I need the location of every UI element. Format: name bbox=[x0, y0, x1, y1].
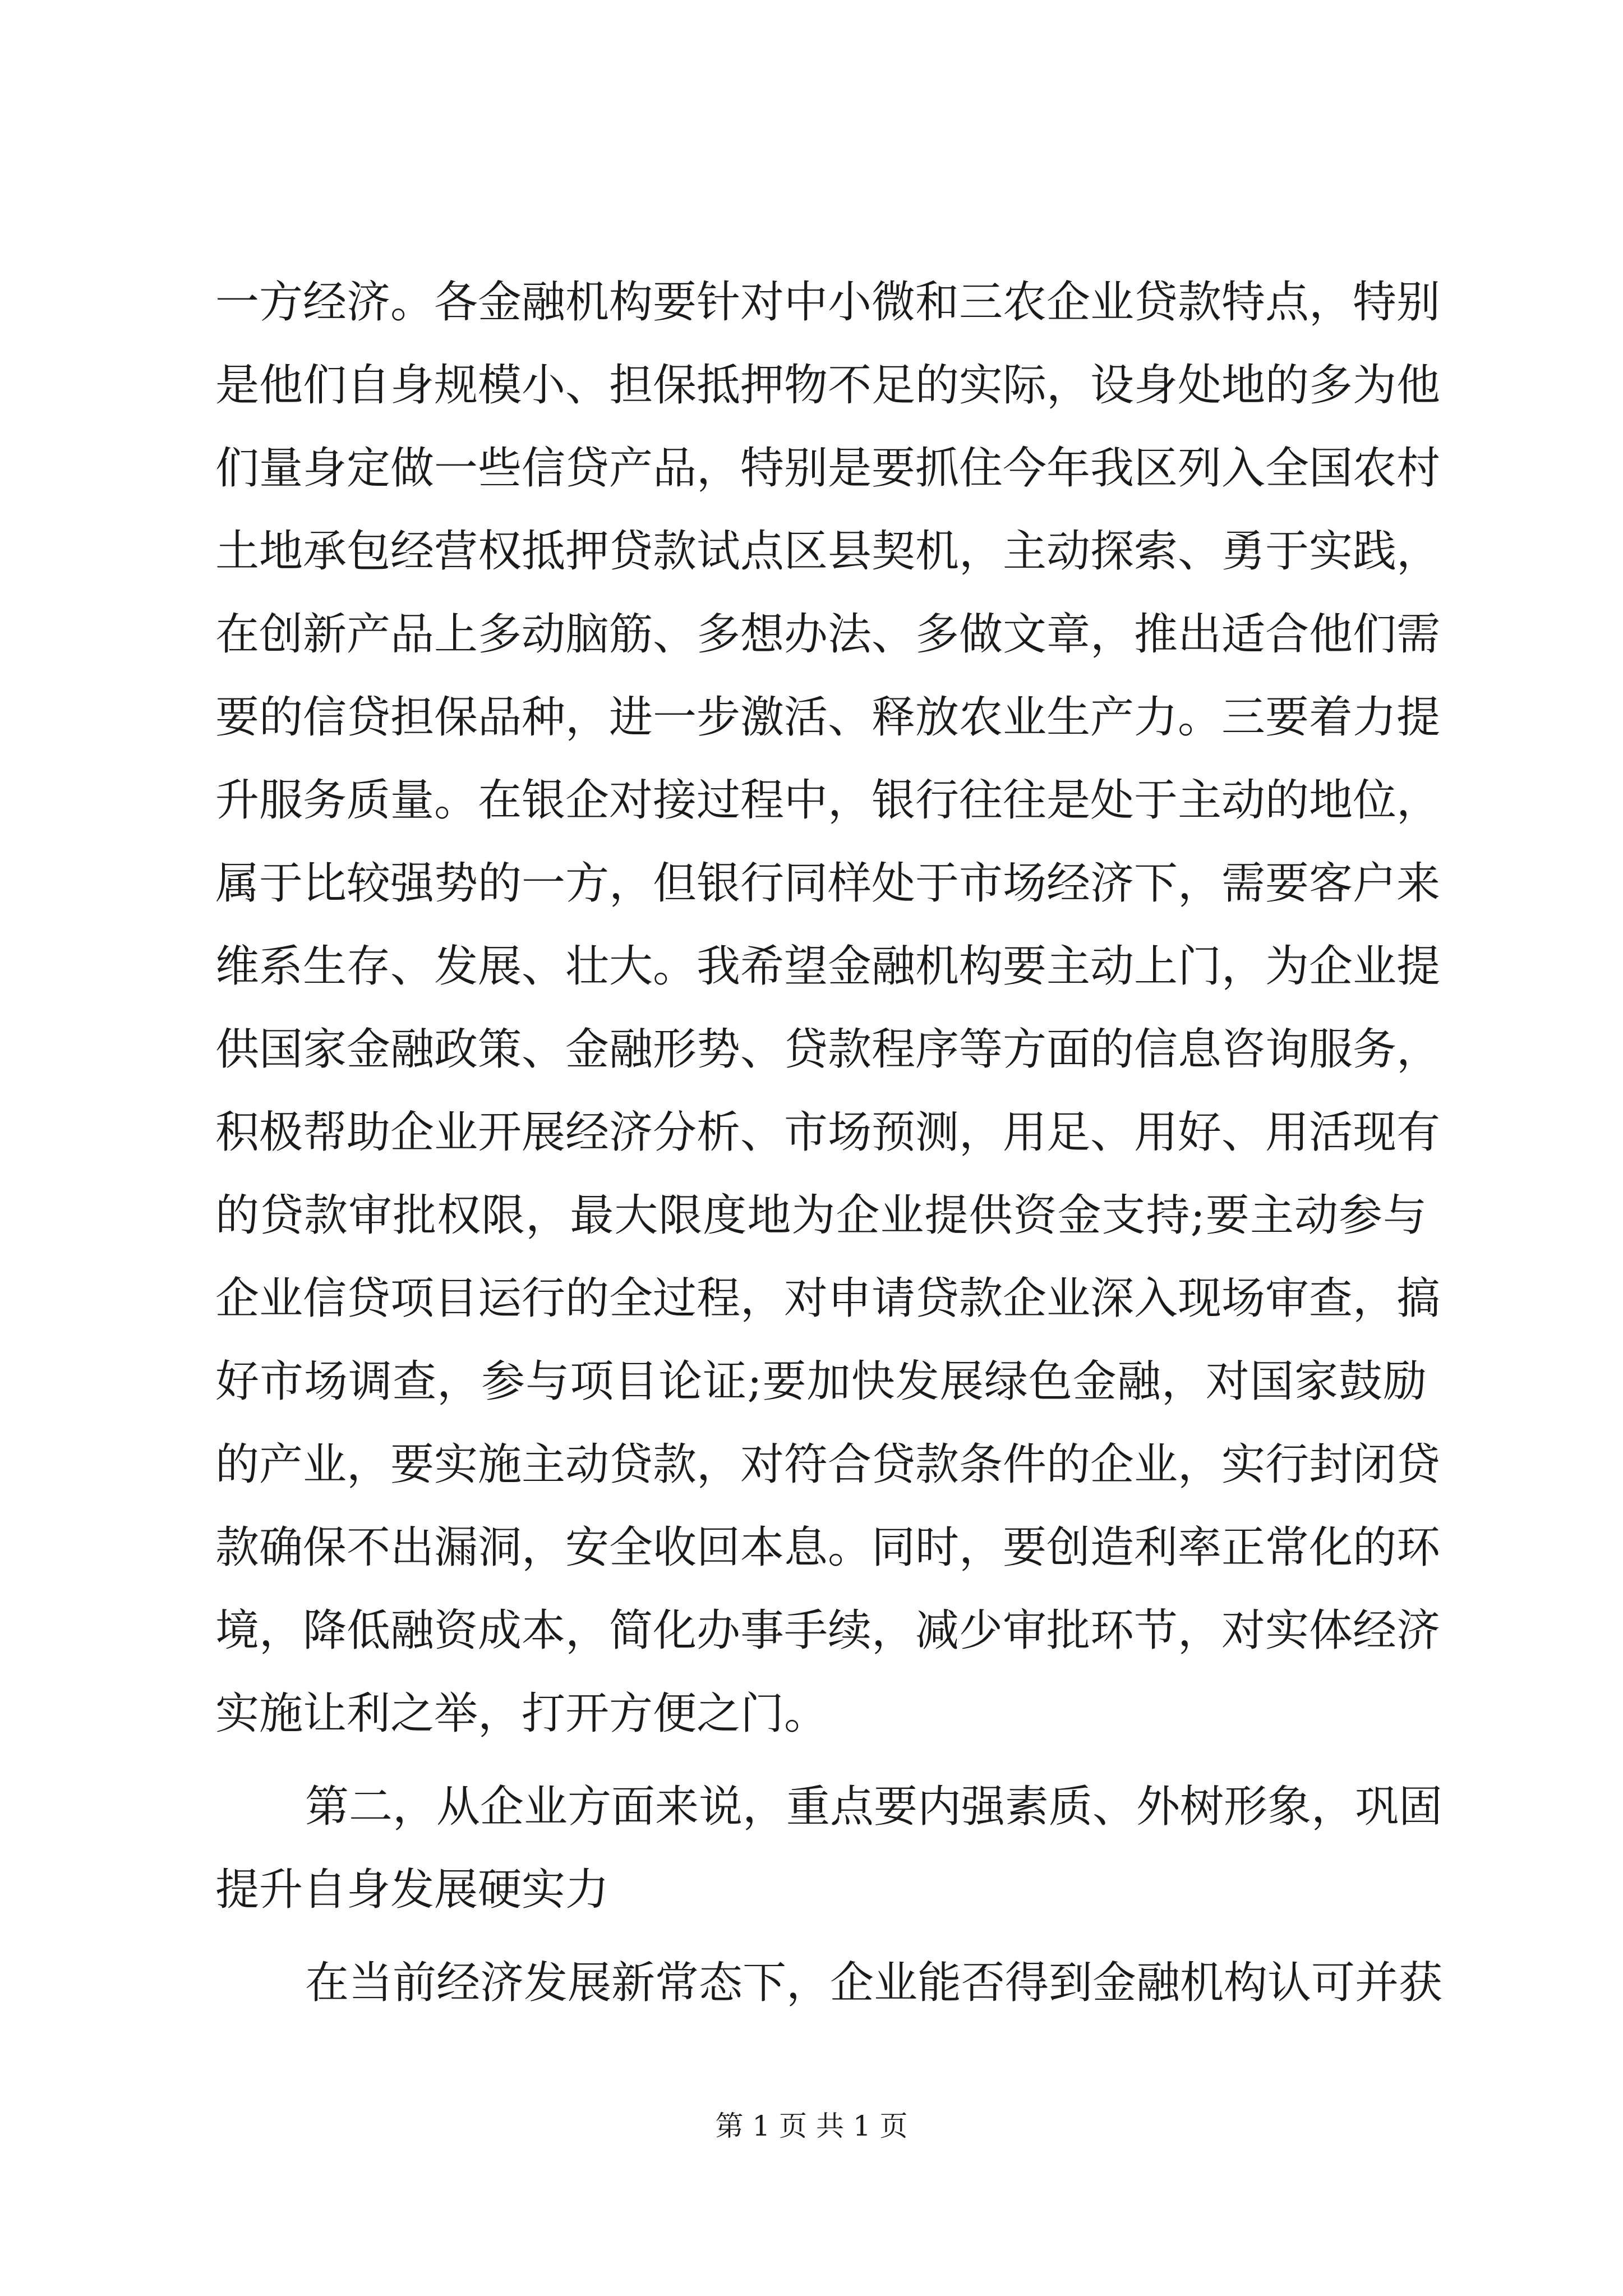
section-heading-line: 提升自身发展硬实力 bbox=[215, 1865, 610, 1915]
paragraph-line: 是他们自身规模小、担保抵押物不足的实际，设身处地的多为他 bbox=[215, 360, 1441, 411]
paragraph-line: 积极帮助企业开展经济分析、市场预测，用足、用好、用活现有 bbox=[215, 1107, 1441, 1158]
paragraph-line: 的产业，要实施主动贷款，对符合贷款条件的企业，实行封闭贷 bbox=[215, 1439, 1441, 1490]
paragraph-line: 属于比较强势的一方，但银行同样处于市场经济下，需要客户来 bbox=[215, 858, 1441, 909]
paragraph-line: 好市场调查，参与项目论证;要加快发展绿色金融，对国家鼓励 bbox=[215, 1356, 1427, 1407]
section-heading-line: 第二，从企业方面来说，重点要内强素质、外树形象，巩固 bbox=[305, 1782, 1443, 1832]
paragraph-line: 供国家金融政策、金融形势、贷款程序等方面的信息咨询服务， bbox=[215, 1024, 1441, 1075]
paragraph-line: 的贷款审批权限，最大限度地为企业提供资金支持;要主动参与 bbox=[215, 1190, 1427, 1241]
paragraph-line: 在创新产品上多动脑筋、多想办法、多做文章，推出适合他们需 bbox=[215, 609, 1441, 660]
paragraph-line: 土地承包经营权抵押贷款试点区县契机，主动探索、勇于实践， bbox=[215, 526, 1441, 577]
paragraph-line: 维系生存、发展、壮大。我希望金融机构要主动上门，为企业提 bbox=[215, 941, 1441, 992]
paragraph-line: 在当前经济发展新常态下，企业能否得到金融机构认可并获 bbox=[305, 1958, 1443, 2008]
paragraph-gap bbox=[215, 1755, 1427, 1765]
paragraph-line: 们量身定做一些信贷产品，特别是要抓住今年我区列入全国农村 bbox=[215, 443, 1441, 494]
paragraph-line: 要的信贷担保品种，进一步激活、释放农业生产力。三要着力提 bbox=[215, 692, 1441, 743]
paragraph-line: 一方经济。各金融机构要针对中小微和三农企业贷款特点，特别 bbox=[215, 277, 1441, 328]
page-footer: 第 1 页 共 1 页 bbox=[715, 2110, 908, 2142]
document-body bbox=[215, 261, 1443, 2024]
paragraph-line: 境，降低融资成本，简化办事手续，减少审批环节，对实体经济 bbox=[215, 1605, 1441, 1656]
paragraph-line: 实施让利之举，打开方便之门。 bbox=[215, 1688, 828, 1739]
paragraph-line: 升服务质量。在银企对接过程中，银行往往是处于主动的地位， bbox=[215, 775, 1441, 826]
paragraph-gap bbox=[215, 1931, 1427, 1941]
paragraph-line: 款确保不出漏洞，安全收回本息。同时，要创造利率正常化的环 bbox=[215, 1522, 1441, 1573]
paragraph-line: 企业信贷项目运行的全过程，对申请贷款企业深入现场审查，搞 bbox=[215, 1273, 1441, 1324]
